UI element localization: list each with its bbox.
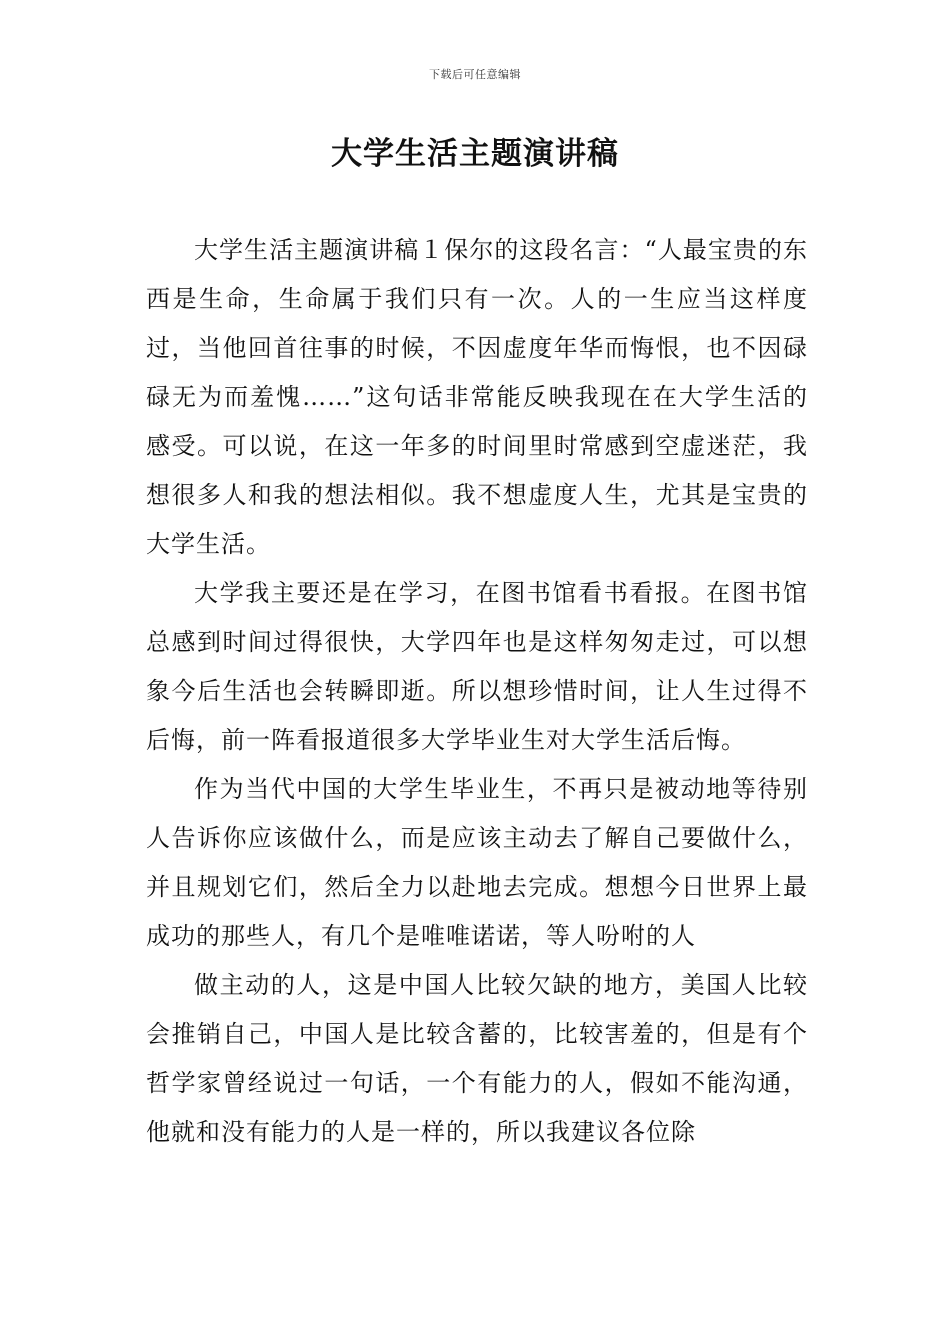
document-body	[146, 226, 808, 1157]
document-title: 大学生活主题演讲稿	[331, 136, 619, 172]
paragraph-3: 作为当代中国的大学生毕业生，不再只是被动地等待别人告诉你应该做什么，而是应该主动去了解自己要做什么，并且规划它们，然后全力以赴地去完成。想想今日世界上最成功的那些人，有几个是唯唯诺诺，等人吩咐的人	[146, 775, 808, 950]
paragraph-2: 大学我主要还是在学习，在图书馆看书看报。在图书馆总感到时间过得很快，大学四年也是这样匆匆走过，可以想象今后生活也会转瞬即逝。所以想珍惜时间，让人生过得不后悔，前一阵看报道很多大学毕业生对大学生活后悔。	[146, 579, 808, 754]
header-note: 下载后可任意编辑	[429, 68, 521, 81]
paragraph-1: 大学生活主题演讲稿１保尔的这段名言：“人最宝贵的东西是生命，生命属于我们只有一次。人的一生应当这样度过，当他回首往事的时候，不因虚度年华而悔恨，也不因碌碌无为而羞愧……”这句话非常能反映我现在在大学生活的感受。可以说，在这一年多的时间里时常感到空虚迷茫，我想很多人和我的想法相似。我不想虚度人生，尤其是宝贵的大学生活。	[146, 236, 808, 558]
paragraph-4: 做主动的人，这是中国人比较欠缺的地方，美国人比较会推销自己，中国人是比较含蓄的，比较害羞的，但是有个哲学家曾经说过一句话，一个有能力的人，假如不能沟通，他就和没有能力的人是一样的，所以我建议各位除	[146, 971, 808, 1146]
